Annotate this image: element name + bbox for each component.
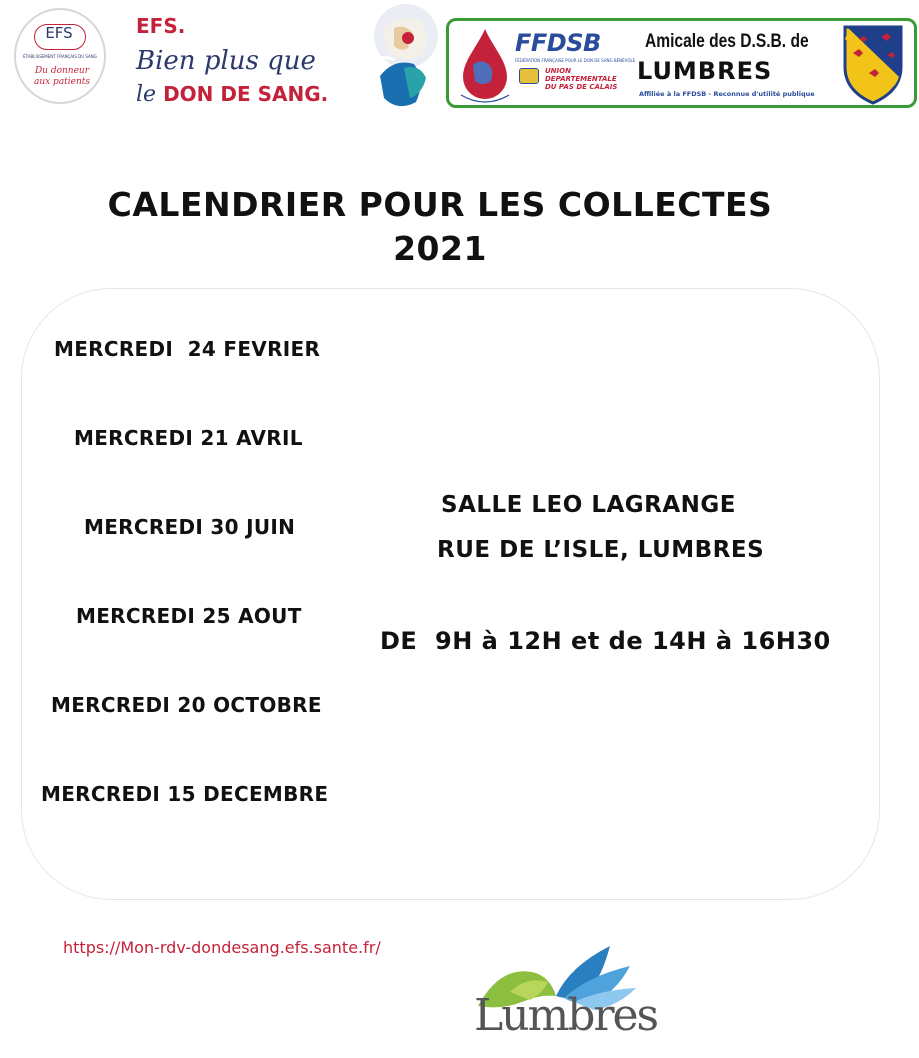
opening-hours: DE 9H à 12H et de 14H à 16H30 xyxy=(380,627,831,655)
efs-circle-motto-line2: aux patients xyxy=(33,77,91,87)
amicale-title-line1: Amicale des D.S.B. de xyxy=(645,31,809,52)
collection-date: MERCREDI 15 DECEMBRE xyxy=(41,782,329,806)
efs-tagline-line2-emphasis: DON DE SANG. xyxy=(163,82,329,106)
amicale-banner xyxy=(446,18,917,108)
venue-name: SALLE LEO LAGRANGE xyxy=(441,492,737,518)
efs-tagline-line2 xyxy=(136,82,328,107)
page-title-year: 2021 xyxy=(393,229,487,268)
schedule-panel xyxy=(21,288,880,900)
efs-circle-subtitle: ÉTABLISSEMENT FRANÇAIS DU SANG xyxy=(23,54,97,59)
coat-of-arms-icon xyxy=(841,23,905,105)
collection-date: MERCREDI 20 OCTOBRE xyxy=(51,693,322,717)
efs-banner xyxy=(0,0,444,120)
efs-circle-motto-line1: Du donneur xyxy=(34,66,90,76)
collection-date: MERCREDI 25 AOUT xyxy=(76,604,302,628)
efs-tagline-line1: Bien plus que xyxy=(136,46,316,76)
ffdsb-federation: FÉDÉRATION FRANÇAISE POUR LE DON DE SANG BÉNÉVOLE xyxy=(515,58,636,63)
blood-bag-photo-icon xyxy=(364,2,444,118)
collection-date: MERCREDI 24 FEVRIER xyxy=(54,337,321,361)
collection-date: MERCREDI 21 AVRIL xyxy=(74,426,303,450)
ffdsb-union-line2: DU PAS DE CALAIS xyxy=(545,83,618,91)
efs-circle-logo-text: EFS xyxy=(45,24,73,42)
amicale-title-line2: LUMBRES xyxy=(637,57,773,85)
amicale-title-line3: Affiliée à la FFDSB - Reconnue d'utilité publique xyxy=(639,90,815,98)
collection-date: MERCREDI 30 JUIN xyxy=(84,515,296,539)
efs-circle-logo xyxy=(14,8,106,104)
lumbres-town-logo-text: Lumbres xyxy=(474,990,658,1041)
ffdsb-union-line1: UNION DEPARTEMENTALE xyxy=(545,67,617,83)
ffdsb-title: FFDSB xyxy=(515,29,601,57)
page-title: CALENDRIER POUR LES COLLECTES xyxy=(107,185,773,224)
efs-tagline-line2-prefix: le xyxy=(136,82,164,107)
efs-brand: EFS. xyxy=(136,14,186,38)
venue-address: RUE DE L’ISLE, LUMBRES xyxy=(437,537,765,563)
appointment-link[interactable]: https://Mon-rdv-dondesang.efs.sante.fr/ xyxy=(63,938,381,957)
ffdsb-union xyxy=(545,67,635,91)
blood-drop-icon xyxy=(455,25,515,105)
ffdsb-badge-icon xyxy=(519,68,539,84)
